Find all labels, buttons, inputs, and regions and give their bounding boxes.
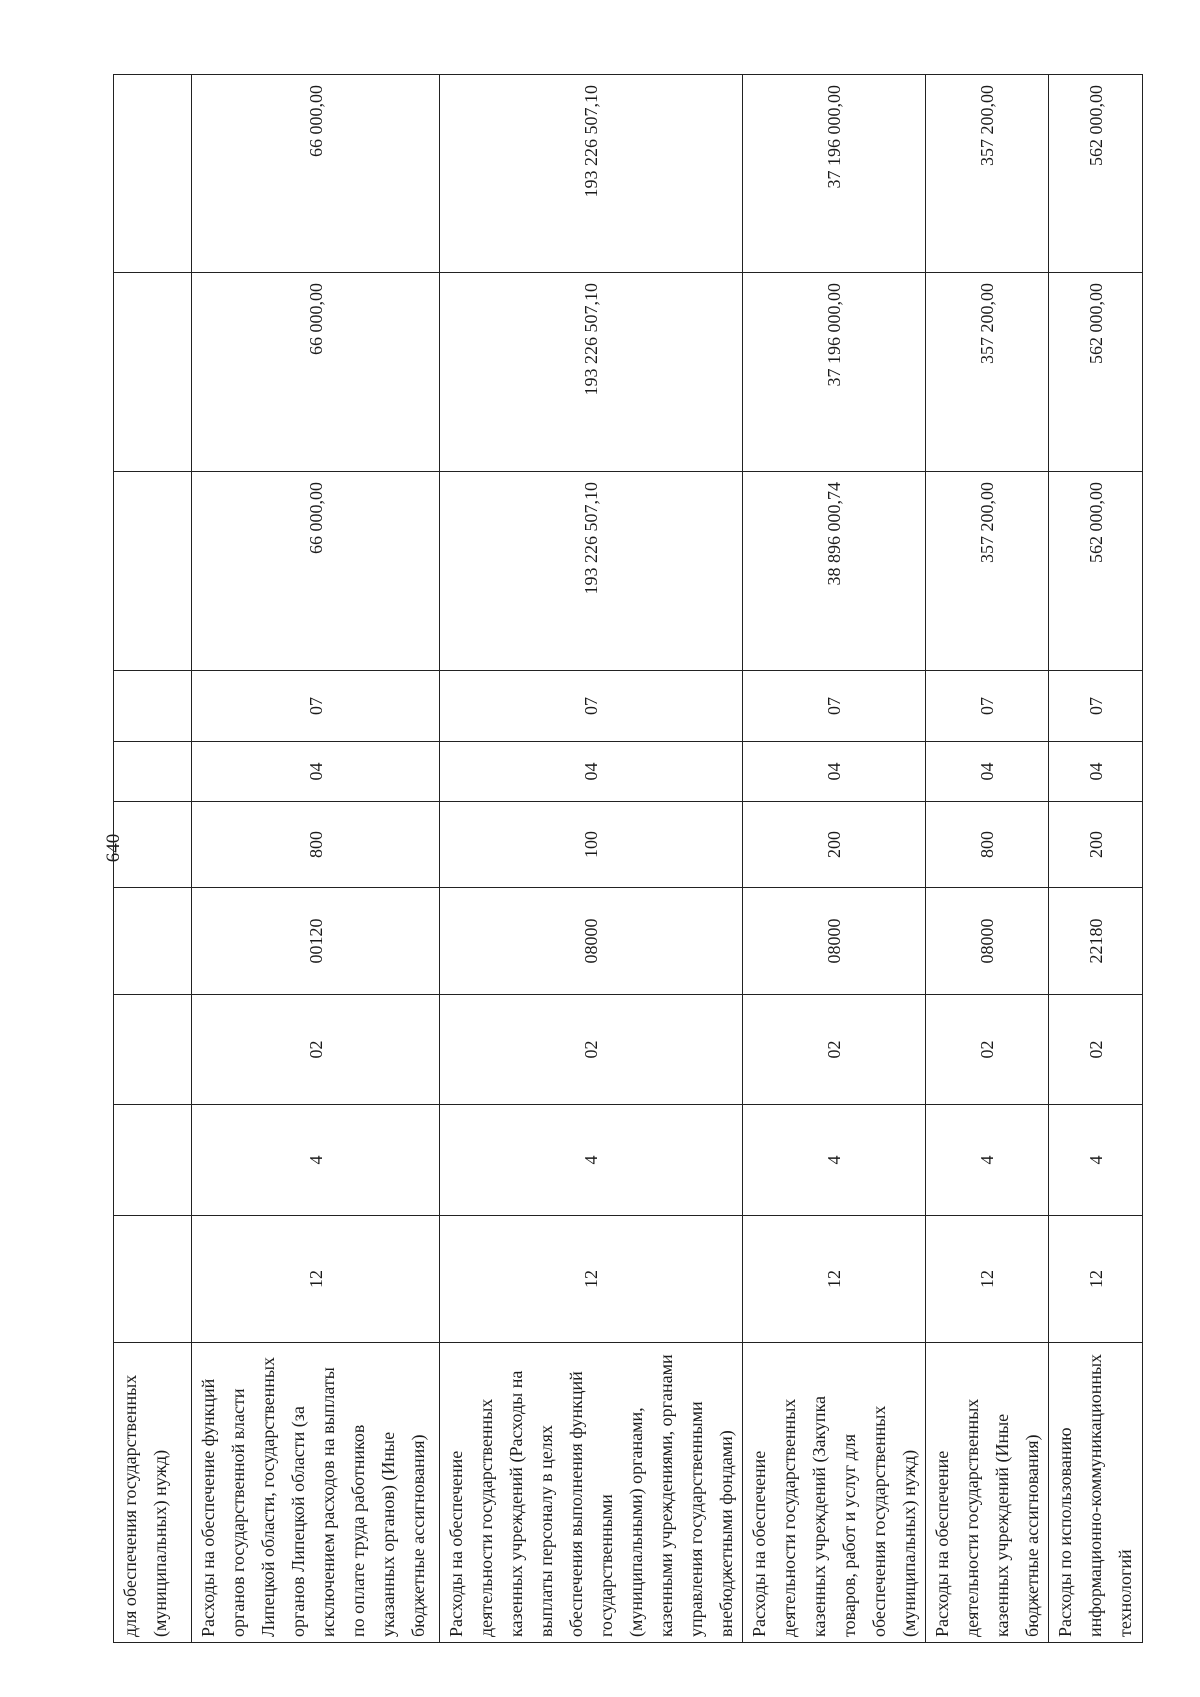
- amount-cell: 66 000,00: [192, 75, 440, 273]
- code-cell: 07: [743, 671, 926, 742]
- code-cell: 02: [926, 995, 1049, 1105]
- code-cell: 4: [192, 1105, 440, 1216]
- code-cell: 07: [1049, 671, 1143, 742]
- code-cell: 12: [192, 1216, 440, 1343]
- amount-cell: [114, 472, 192, 671]
- table-row: [926, 75, 1049, 1643]
- row-name: для обеспечения государственных (муниципальных) нужд): [114, 1343, 192, 1643]
- amount-cell: 562 000,00: [1049, 273, 1143, 472]
- amount-cell: 193 226 507,10: [440, 472, 743, 671]
- code-cell: 100: [440, 802, 743, 888]
- code-cell: 04: [743, 742, 926, 802]
- row-name: Расходы на обеспечение функций органов государственной власти Липецкой области, государственных органов Липецкой области (за исключением расходов на выплаты по оплате труда работников указанных органов) (Иные бюджетные ассигнования): [192, 1343, 440, 1643]
- code-cell: 4: [1049, 1105, 1143, 1216]
- code-cell: 02: [1049, 995, 1143, 1105]
- amount-cell: 562 000,00: [1049, 75, 1143, 273]
- code-cell: 4: [743, 1105, 926, 1216]
- code-cell: 08000: [440, 888, 743, 995]
- code-cell: 800: [926, 802, 1049, 888]
- budget-table: [113, 74, 1143, 1643]
- amount-cell: 357 200,00: [926, 75, 1049, 273]
- code-cell: 800: [192, 802, 440, 888]
- amount-cell: [114, 75, 192, 273]
- row-name: Расходы на обеспечение деятельности государственных казенных учреждений (Закупка товаров, работ и услуг для обеспечения государственных (муниципальных) нужд): [743, 1343, 926, 1643]
- code-cell: [114, 742, 192, 802]
- amount-cell: [114, 273, 192, 472]
- code-cell: 200: [743, 802, 926, 888]
- code-cell: 12: [743, 1216, 926, 1343]
- code-cell: 00120: [192, 888, 440, 995]
- code-cell: [114, 802, 192, 888]
- amount-cell: 562 000,00: [1049, 472, 1143, 671]
- code-cell: 02: [192, 995, 440, 1105]
- amount-cell: 66 000,00: [192, 472, 440, 671]
- code-cell: 08000: [743, 888, 926, 995]
- code-cell: [114, 671, 192, 742]
- amount-cell: 357 200,00: [926, 472, 1049, 671]
- code-cell: 07: [192, 671, 440, 742]
- code-cell: 12: [1049, 1216, 1143, 1343]
- code-cell: 04: [926, 742, 1049, 802]
- amount-cell: 38 896 000,74: [743, 472, 926, 671]
- table-row: [1049, 75, 1143, 1643]
- code-cell: [114, 888, 192, 995]
- row-name: Расходы на обеспечение деятельности государственных казенных учреждений (Иные бюджетные ассигнования): [926, 1343, 1049, 1643]
- code-cell: 07: [926, 671, 1049, 742]
- amount-cell: 193 226 507,10: [440, 75, 743, 273]
- code-cell: 04: [440, 742, 743, 802]
- amount-cell: 357 200,00: [926, 273, 1049, 472]
- row-name: Расходы по использованию информационно-коммуникационных технологий: [1049, 1343, 1143, 1643]
- code-cell: [114, 995, 192, 1105]
- code-cell: 07: [440, 671, 743, 742]
- code-cell: 4: [926, 1105, 1049, 1216]
- rotated-page: [113, 75, 1135, 1643]
- code-cell: 08000: [926, 888, 1049, 995]
- code-cell: 12: [440, 1216, 743, 1343]
- code-cell: 02: [440, 995, 743, 1105]
- table-row: [114, 75, 192, 1643]
- table-row: [440, 75, 743, 1643]
- code-cell: 200: [1049, 802, 1143, 888]
- code-cell: 22180: [1049, 888, 1143, 995]
- code-cell: 4: [440, 1105, 743, 1216]
- code-cell: [114, 1216, 192, 1343]
- amount-cell: 37 196 000,00: [743, 273, 926, 472]
- code-cell: 04: [1049, 742, 1143, 802]
- amount-cell: 66 000,00: [192, 273, 440, 472]
- code-cell: 02: [743, 995, 926, 1105]
- row-name: Расходы на обеспечение деятельности государственных казенных учреждений (Расходы на выплаты персоналу в целях обеспечения выполнения функций государственными (муниципальными) органами, казенными учреждениями, органами управления государственными внебюджетными фондами): [440, 1343, 743, 1643]
- code-cell: 04: [192, 742, 440, 802]
- code-cell: 12: [926, 1216, 1049, 1343]
- amount-cell: 37 196 000,00: [743, 75, 926, 273]
- amount-cell: 193 226 507,10: [440, 273, 743, 472]
- code-cell: [114, 1105, 192, 1216]
- page-number: 640: [103, 833, 124, 863]
- table-row: [192, 75, 440, 1643]
- table-row: [743, 75, 926, 1643]
